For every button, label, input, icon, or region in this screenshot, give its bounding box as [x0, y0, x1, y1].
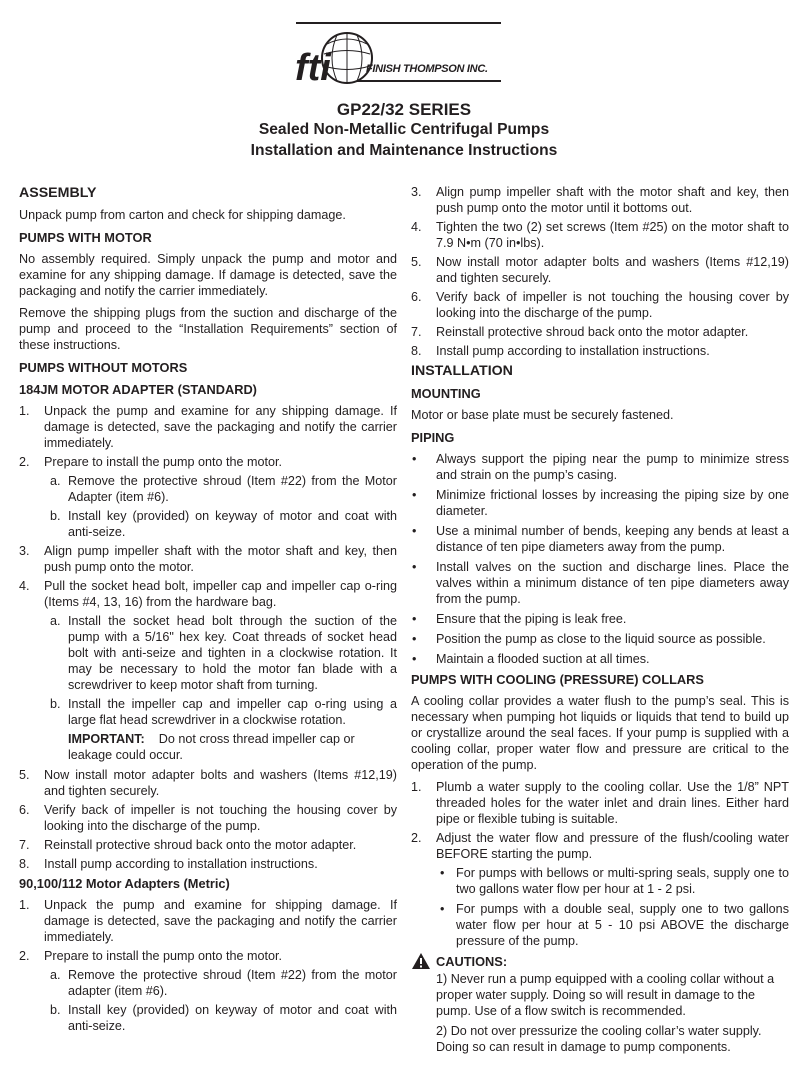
list-item: • Install valves on the suction and discharge lines. Place the valves within a minimum distance of ten pipe diameters away from the pump. — [412, 560, 789, 606]
mounting-heading: MOUNTING — [411, 386, 481, 401]
list-item: 5. Now install motor adapter bolts and washers (Items #12,19) and tighten securely. — [411, 255, 789, 285]
list-item: a. Install the socket head bolt through the suction of the pump with a 5/16" hex key. Coat threads of socket head bolt with anti-seize and tighten in a clockwise rotation. It may be necessary to hold the motor fan blade with a screwdriver to keep motor shaft from turning. — [50, 614, 397, 692]
mounting-text: Motor or base plate must be securely fastened. — [411, 408, 674, 422]
right-column — [411, 184, 789, 1059]
list-item: 2. Prepare to install the pump onto the motor. — [19, 455, 283, 469]
list-item: 3. Align pump impeller shaft with the motor shaft and key, then push pump onto the motor. — [19, 544, 397, 574]
fti-logo — [293, 30, 473, 90]
list-item: b. Install key (provided) on keyway of motor and coat with anti-seize. — [50, 509, 397, 539]
list-item: 6. Verify back of impeller is not touching the housing cover by looking into the discharge of the pump. — [411, 290, 789, 320]
pumps-with-motor-text-2: Remove the shipping plugs from the suction and discharge of the pump and proceed to the “Installation Requirements” section of these instructions. — [19, 306, 397, 352]
cautions-block — [411, 953, 789, 1055]
page-subtitle: Sealed Non-Metallic Centrifugal Pumps — [258, 121, 550, 138]
metric-adapters-heading: 90,100/112 Motor Adapters (Metric) — [19, 876, 230, 891]
cooling-collars-text: A cooling collar provides a water flush to the pump’s seal. This is necessary when pumping hot liquids or liquids that tend to build up or crystallize around the seal faces. If your pump is supplied with a cooling collar, proper water flow and pressure are critical to the operation of the pump. — [411, 694, 789, 772]
list-item: 1. Plumb a water supply to the cooling collar. Use the 1/8” NPT threaded holes for the water inlet and drain lines. Either hard pipe or flexible tubing is suitable. — [411, 780, 789, 826]
cautions-heading: CAUTIONS: — [436, 954, 508, 969]
list-item: a. Remove the protective shroud (Item #22) from the Motor Adapter (item #6). — [50, 474, 397, 504]
cooling-collars-heading: PUMPS WITH COOLING (PRESSURE) COLLARS — [411, 672, 704, 687]
pumps-with-motor-heading: PUMPS WITH MOTOR — [19, 230, 152, 245]
list-item: 2. Adjust the water flow and pressure of the flush/cooling water BEFORE starting the pump. — [411, 831, 789, 861]
list-item: • Minimize frictional losses by increasing the piping size by one diameter. — [412, 488, 789, 518]
list-item: 3. Align pump impeller shaft with the motor shaft and key, then push pump onto the motor until it bottoms out. — [411, 185, 789, 215]
assembly-text: Unpack pump from carton and check for shipping damage. — [19, 208, 346, 222]
list-item: • Ensure that the piping is leak free. — [412, 612, 627, 626]
list-item: b. Install the impeller cap and impeller cap o-ring using a large flat head screwdriver in a clockwise rotation. — [50, 697, 397, 727]
motor-adapter-standard-heading: 184JM MOTOR ADAPTER (STANDARD) — [19, 382, 257, 397]
list-item: 8. Install pump according to installation instructions. — [19, 857, 318, 871]
pumps-without-motors-heading: PUMPS WITHOUT MOTORS — [19, 360, 188, 375]
list-item: 7. Reinstall protective shroud back onto the motor adapter. — [411, 325, 749, 339]
list-item: • Maintain a flooded suction at all times. — [412, 652, 650, 666]
list-item: • Use a minimal number of bends, keeping any bends at least a distance of ten pipe diameters away from the pump. — [412, 524, 789, 554]
list-item: 7. Reinstall protective shroud back onto the motor adapter. — [19, 838, 357, 852]
list-item: • For pumps with a double seal, supply one to two gallons water flow per hour at 5 - 10 psi ABOVE the discharge pressure of the pump. — [440, 902, 789, 948]
list-item: 4. Tighten the two (2) set screws (Item #25) on the motor shaft to 7.9 N•m (70 in•lbs). — [411, 220, 789, 250]
list-item: • Always support the piping near the pump to minimize stress and strain on the pump’s casing. — [412, 452, 789, 482]
pumps-with-motor-text: No assembly required. Simply unpack the pump and motor and examine for any shipping damage. If damage is detected, save the packaging and notify the carrier immediately. — [19, 252, 397, 298]
list-item: 1. Unpack the pump and examine for shipping damage. If damage is detected, save the packaging and notify the carrier immediately. — [19, 898, 397, 944]
list-item: 8. Install pump according to installation instructions. — [411, 344, 710, 358]
piping-heading: PIPING — [411, 430, 455, 445]
assembly-heading: ASSEMBLY — [19, 185, 97, 201]
series-title: GP22/32 SERIES — [336, 100, 472, 119]
svg-text:fti: fti — [295, 47, 331, 89]
installation-heading: INSTALLATION — [411, 363, 513, 379]
list-item: 6. Verify back of impeller is not touching the housing cover by looking into the discharge of the pump. — [19, 803, 397, 833]
caution-2: 2) Do not over pressurize the cooling collar’s water supply. Doing so can result in damage to pump components. — [436, 1024, 762, 1054]
warning-icon — [411, 952, 431, 970]
caution-1: 1) Never run a pump equipped with a cooling collar without a proper water supply. Doing so will result in damage to the pump. Use of a flow switch is recommended. — [436, 972, 775, 1018]
left-column — [19, 184, 397, 1037]
list-item: a. Remove the protective shroud (Item #22) from the motor adapter (item #6). — [50, 968, 397, 998]
list-item: • For pumps with bellows or multi-spring seals, supply one to two gallons water flow per hour at 1 - 2 psi. — [440, 866, 789, 896]
header-rule-top — [296, 22, 501, 24]
list-item: b. Install key (provided) on keyway of motor and coat with anti-seize. — [50, 1003, 397, 1033]
list-item: • Position the pump as close to the liquid source as possible. — [412, 632, 766, 646]
page-subtitle-2: Installation and Maintenance Instructions — [250, 142, 558, 159]
company-name: FINISH THOMPSON INC. — [366, 63, 488, 75]
list-item: 5. Now install motor adapter bolts and washers (Items #12,19) and tighten securely. — [19, 768, 397, 798]
list-item: 1. Unpack the pump and examine for any shipping damage. If damage is detected, save the packaging and notify the carrier immediately. — [19, 404, 397, 450]
important-note: IMPORTANT: Do not cross thread impeller cap or leakage could occur. — [68, 732, 355, 762]
list-item: 4. Pull the socket head bolt, impeller cap and impeller cap o-ring (Items #4, 13, 16) from the hardware bag. — [19, 579, 397, 609]
list-item: 2. Prepare to install the pump onto the motor. — [19, 949, 283, 963]
